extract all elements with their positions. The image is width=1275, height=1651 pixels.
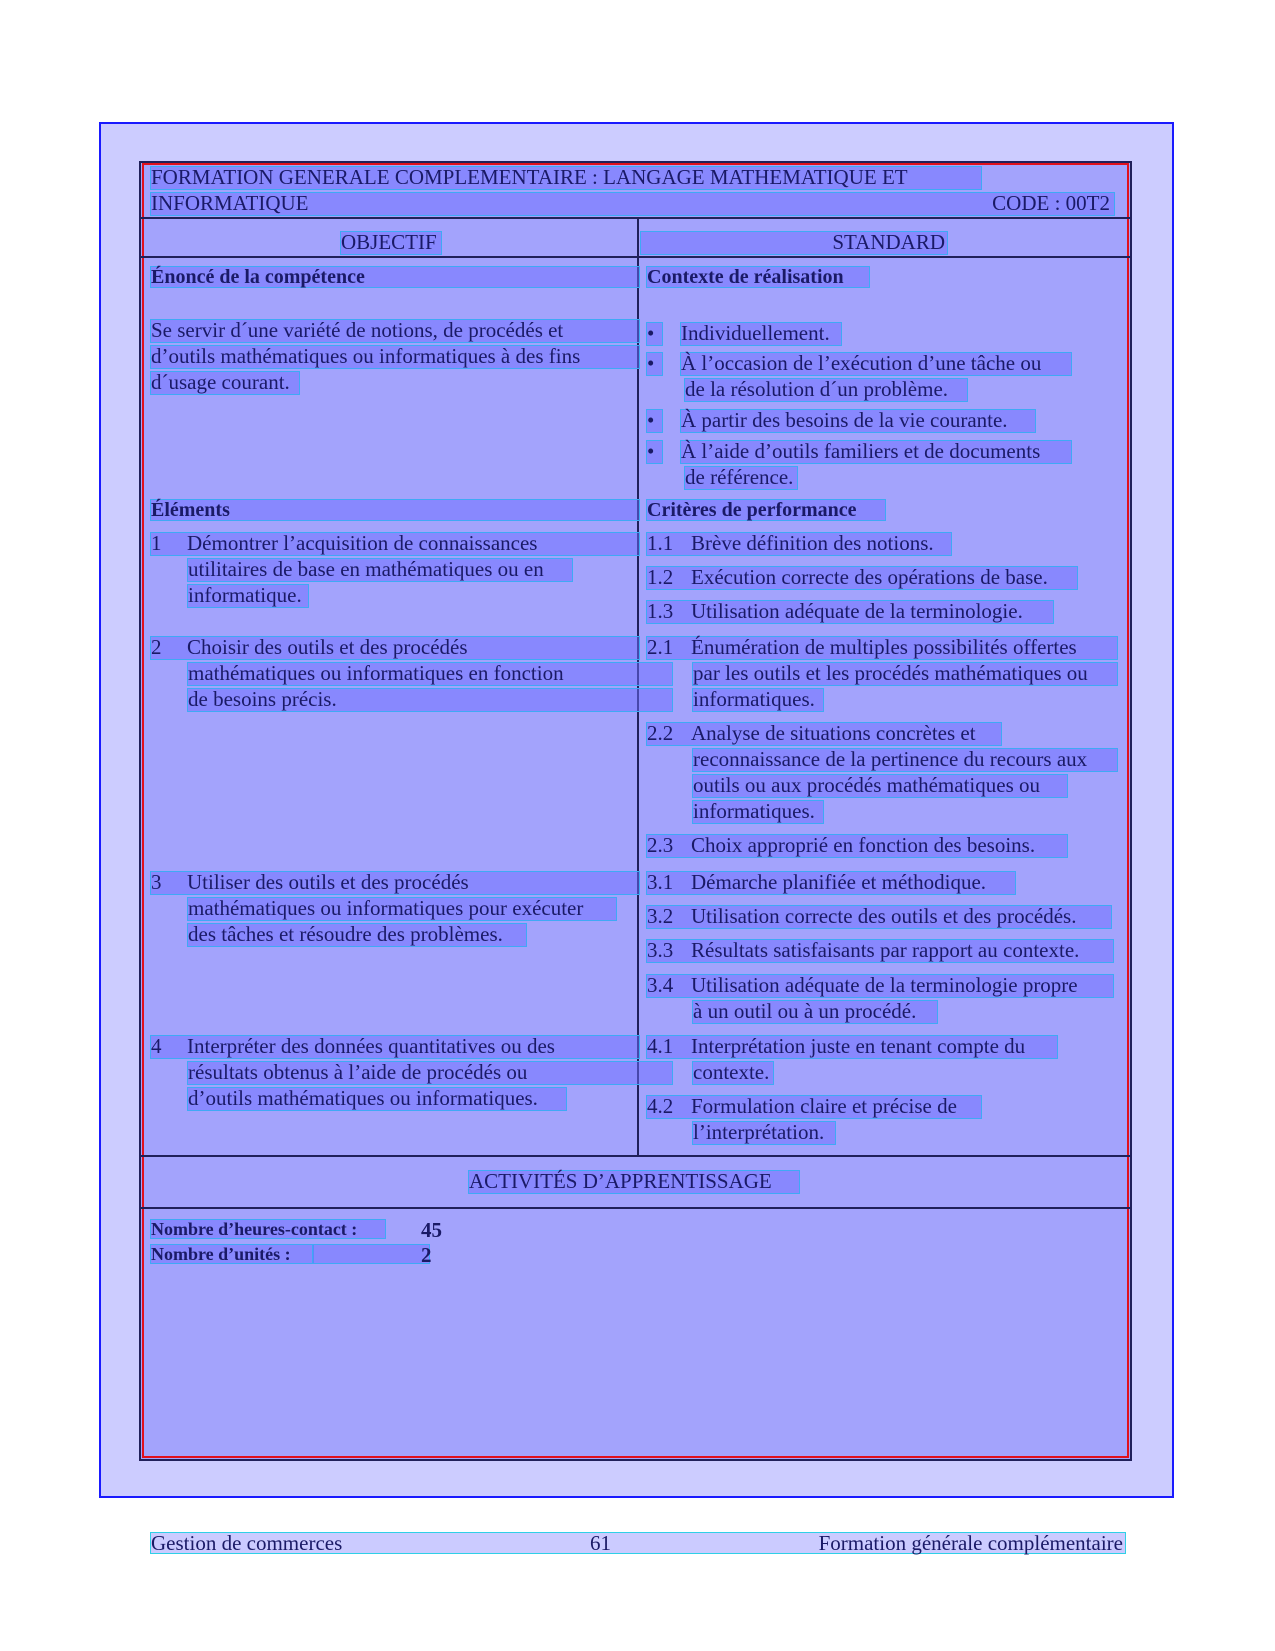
element-line: utilitaires de base en mathématiques ou en	[187, 558, 573, 582]
critere-line: contexte.	[692, 1061, 774, 1085]
competence-line: d´usage courant.	[150, 371, 300, 395]
critere-number: 3.3	[647, 938, 674, 962]
element-text: Interpréter des données quantitatives ou des	[187, 1034, 555, 1058]
element-line: informatique.	[187, 584, 309, 608]
element-line: résultats obtenus à l’aide de procédés ou	[187, 1061, 673, 1085]
elements-heading: Éléments	[150, 499, 640, 521]
header-code: CODE : 00T2	[992, 191, 1110, 215]
critere-row	[646, 905, 1112, 929]
criteres-heading: Critères de performance	[646, 499, 886, 521]
heures-label: Nombre d’heures-contact :	[150, 1219, 386, 1239]
critere-row	[646, 532, 952, 556]
header-title-line1: FORMATION GENERALE COMPLEMENTAIRE : LANGAGE MATHEMATIQUE ET	[150, 166, 982, 190]
critere-text: Choix approprié en fonction des besoins.	[691, 833, 1036, 857]
critere-line: reconnaissance de la pertinence du recours aux	[692, 748, 1118, 772]
critere-row	[646, 834, 1068, 858]
critere-line: par les outils et les procédés mathématiques ou	[692, 662, 1118, 686]
column-standard: STANDARD	[640, 231, 948, 255]
activites-heading: ACTIVITÉS D’APPRENTISSAGE	[468, 1170, 800, 1194]
critere-number: 2.2	[647, 721, 674, 745]
critere-number: 2.3	[647, 833, 674, 857]
bullet-icon: •	[646, 440, 663, 464]
bullet-icon: •	[646, 322, 663, 346]
element-number: 1	[151, 531, 162, 555]
divider-columns	[139, 256, 1132, 258]
critere-text: Exécution correcte des opérations de base.	[691, 565, 1048, 589]
critere-number: 2.1	[647, 635, 674, 659]
divider-activites-bottom	[139, 1207, 1132, 1209]
critere-row	[646, 566, 1078, 590]
heures-value: 45	[421, 1218, 442, 1242]
contexte-item-cont: de la résolution d´un problème.	[684, 378, 968, 402]
contexte-item: À partir des besoins de la vie courante.	[680, 409, 1036, 433]
column-objectif: OBJECTIF	[340, 231, 442, 255]
element-line: d’outils mathématiques ou informatiques.	[187, 1087, 567, 1111]
critere-line: informatiques.	[692, 688, 824, 712]
element-line: mathématiques ou informatiques pour exécuter	[187, 897, 617, 921]
element-number: 2	[151, 635, 162, 659]
critere-row	[646, 600, 1054, 624]
footer-page-number: 61	[590, 1531, 611, 1555]
critere-number: 1.1	[647, 531, 674, 555]
critere-text: Brève définition des notions.	[691, 531, 934, 555]
critere-number: 4.2	[647, 1094, 674, 1118]
element-text: Démontrer l’acquisition de connaissances	[187, 531, 538, 555]
element-row	[150, 1035, 640, 1059]
critere-text: Énumération de multiples possibilités offertes	[691, 635, 1077, 659]
element-line: des tâches et résoudre des problèmes.	[187, 923, 527, 947]
critere-number: 1.3	[647, 599, 674, 623]
element-number: 3	[151, 870, 162, 894]
critere-text: Résultats satisfaisants par rapport au contexte.	[691, 938, 1080, 962]
critere-text: Analyse de situations concrètes et	[691, 721, 976, 745]
critere-number: 1.2	[647, 565, 674, 589]
contexte-item: Individuellement.	[680, 322, 842, 346]
header-title-line2	[150, 192, 1115, 216]
critere-number: 3.4	[647, 973, 674, 997]
element-text: Choisir des outils et des procédés	[187, 635, 468, 659]
critere-line: outils ou aux procédés mathématiques ou	[692, 774, 1068, 798]
header-title-line2-text: INFORMATIQUE	[151, 191, 309, 215]
element-row	[150, 636, 640, 660]
critere-text: Formulation claire et précise de	[691, 1094, 957, 1118]
critere-row	[646, 1035, 1058, 1059]
critere-row	[646, 636, 1118, 660]
divider-header	[139, 217, 1132, 219]
element-row	[150, 532, 640, 556]
footer-right: Formation générale complémentaire	[818, 1531, 1123, 1555]
element-text: Utiliser des outils et des procédés	[187, 870, 469, 894]
critere-row	[646, 939, 1114, 963]
bullet-icon: •	[646, 409, 663, 433]
critere-line: l’interprétation.	[692, 1121, 836, 1145]
critere-number: 3.2	[647, 904, 674, 928]
critere-text: Utilisation correcte des outils et des procédés.	[691, 904, 1077, 928]
critere-text: Utilisation adéquate de la terminologie propre	[691, 973, 1078, 997]
footer-left: Gestion de commerces	[151, 1531, 343, 1555]
contexte-heading: Contexte de réalisation	[646, 266, 870, 288]
unites-value: 2	[421, 1243, 432, 1267]
element-row	[150, 871, 640, 895]
contexte-item: À l’aide d’outils familiers et de documents	[680, 440, 1072, 464]
critere-text: Démarche planifiée et méthodique.	[691, 870, 987, 894]
element-number: 4	[151, 1034, 162, 1058]
element-line: de besoins précis.	[187, 688, 673, 712]
critere-text: Utilisation adéquate de la terminologie.	[691, 599, 1023, 623]
contexte-item: À l’occasion de l’exécution d’une tâche ou	[680, 352, 1072, 376]
unites-value-field	[312, 1243, 432, 1267]
critere-row	[646, 722, 1002, 746]
unites-label: Nombre d’unités :	[150, 1244, 314, 1264]
divider-activites-top	[139, 1155, 1132, 1157]
element-line: mathématiques ou informatiques en fonction	[187, 662, 673, 686]
competence-line: d’outils mathématiques ou informatiques à des fins	[150, 345, 640, 369]
critere-text: Interprétation juste en tenant compte du	[691, 1034, 1026, 1058]
critere-line: à un outil ou à un procédé.	[692, 1000, 938, 1024]
critere-row	[646, 974, 1114, 998]
footer	[150, 1532, 1126, 1554]
competence-heading: Énoncé de la compétence	[150, 266, 640, 288]
critere-number: 4.1	[647, 1034, 674, 1058]
bullet-icon: •	[646, 352, 663, 376]
contexte-item-cont: de référence.	[684, 466, 798, 490]
critere-row	[646, 871, 1016, 895]
competence-line: Se servir d´une variété de notions, de procédés et	[150, 319, 640, 343]
critere-line: informatiques.	[692, 800, 824, 824]
critere-number: 3.1	[647, 870, 674, 894]
critere-row	[646, 1095, 982, 1119]
